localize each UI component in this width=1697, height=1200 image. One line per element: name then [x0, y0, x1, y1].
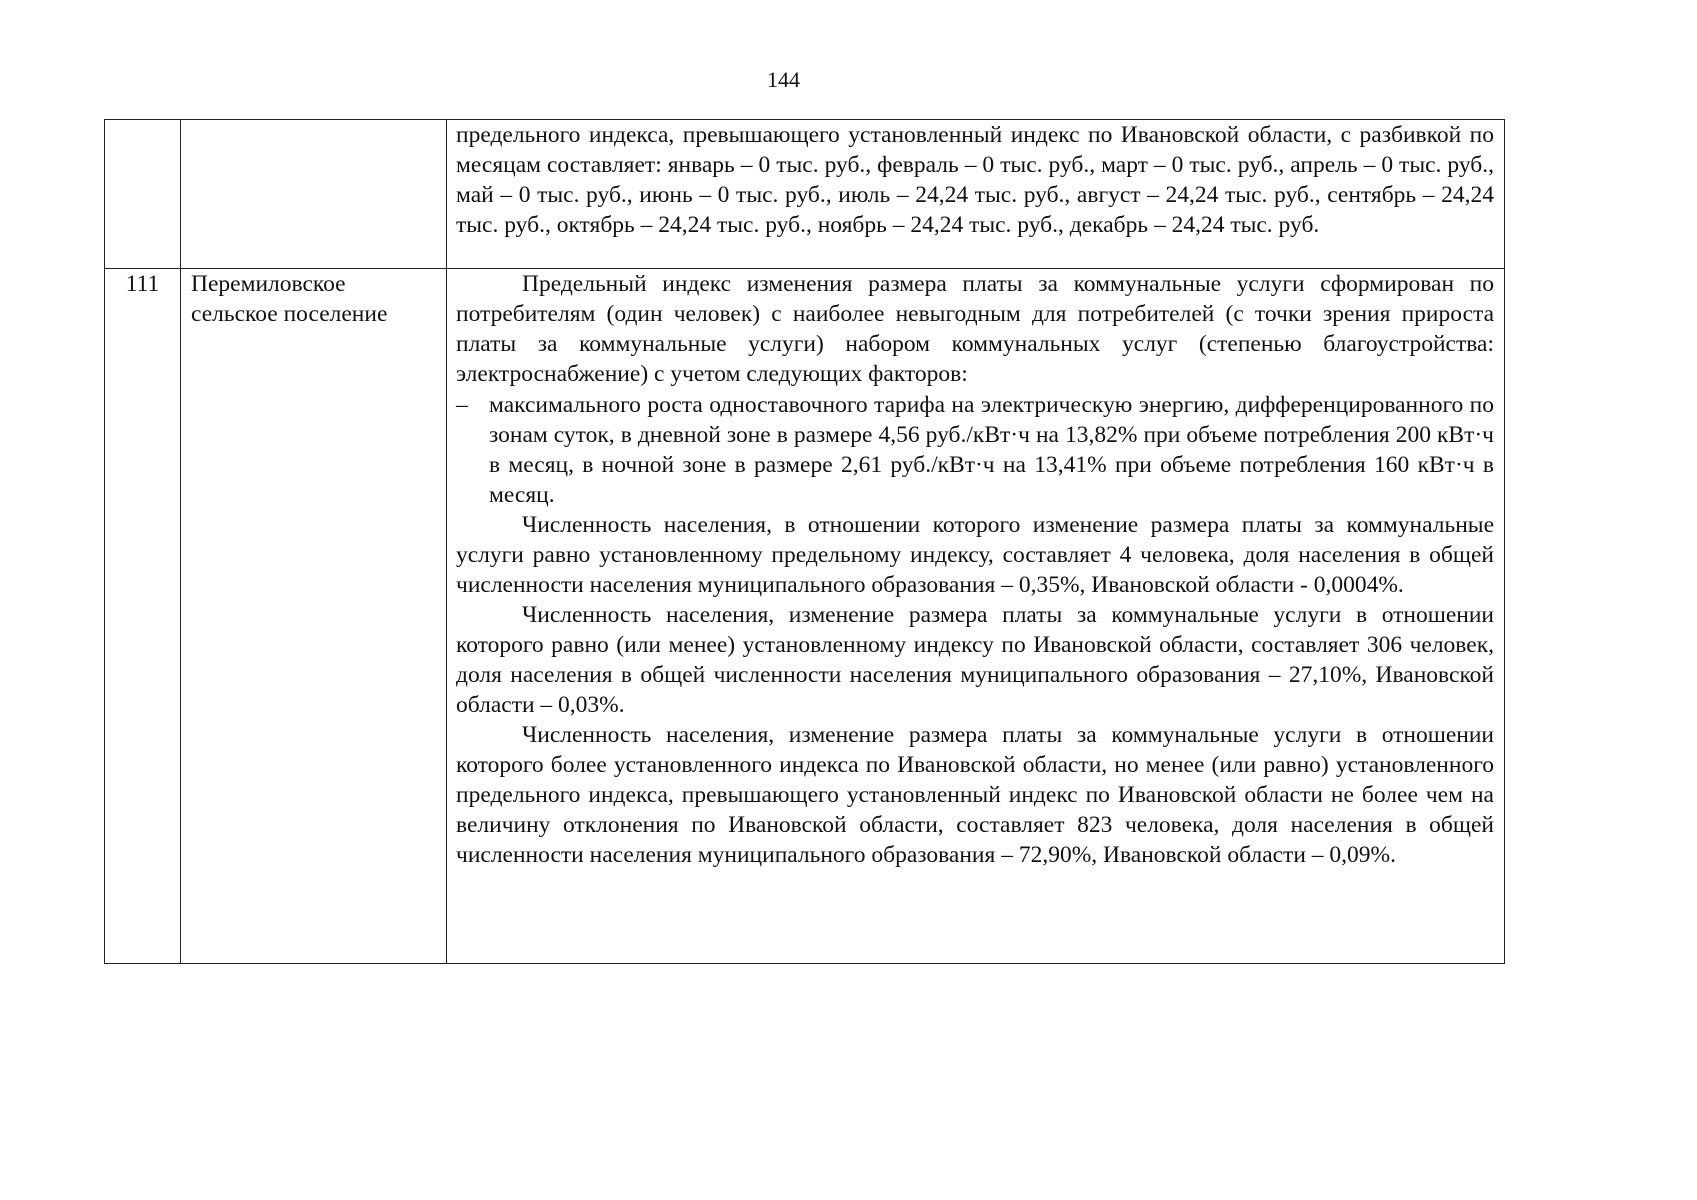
intro-paragraph: Предельный индекс изменения размера платы за коммунальные услуги сформирован по потребителям (один человек) с наиболее невыгодным для потребителей (с точки зрения прироста платы за коммунальные услуги) набором коммунальных услуг (степенью благоустройства: электроснабжение) с учетом следующих факторов:: [456, 271, 1494, 387]
settlement-type-line: сельское поселение: [191, 301, 388, 327]
settlement-name-cell: [181, 269, 447, 964]
settlement-name-line: Перемиловское: [191, 271, 346, 297]
description-cell: [447, 269, 1505, 964]
settlement-name-cell: [181, 120, 447, 269]
page-number: 144: [767, 67, 800, 92]
population-paragraph-2: Численность населения, изменение размера платы за коммунальные услуги в отношении которого равно (или менее) установленному индексу по Ивановской области, составляет 306 человек, доля населения в общей численности населения муниципального образования – 27,10%, Ивановской области – 0,03%.: [456, 602, 1494, 718]
row-number-cell: 111: [105, 269, 181, 964]
factor-bullet-text: максимального роста одноставочного тарифа на электрическую энергию, дифференцированного по зонам суток, в дневной зоне в размере 4,56 руб./кВт·ч на 13,82% при объеме потребления 200 кВт·ч в месяц, в ночной зоне в размере 2,61 руб./кВт·ч на 13,41% при объеме потребления 160 кВт·ч в месяц.: [489, 392, 1494, 508]
table-row: [105, 120, 1505, 269]
continuation-paragraph: предельного индекса, превышающего установленный индекс по Ивановской области, с разбивкой по месяцам составляет: январь – 0 тыс. руб., февраль – 0 тыс. руб., март – 0 тыс. руб., апрель – 0 тыс. руб., май – 0 тыс. руб., июнь – 0 тыс. руб., июль – 24,24 тыс. руб., август – 24,24 тыс. руб., сентябрь – 24,24 тыс. руб., октябрь – 24,24 тыс. руб., ноябрь – 24,24 тыс. руб., декабрь – 24,24 тыс. руб.: [456, 122, 1494, 238]
bullet-dash: –: [456, 392, 468, 418]
factor-bullet: [456, 390, 1494, 510]
municipality-table: [104, 119, 1505, 964]
description-cell: [447, 120, 1505, 269]
row-number-cell: [105, 120, 181, 269]
population-paragraph-1: Численность населения, в отношении которого изменение размера платы за коммунальные услуги равно установленному предельному индексу, составляет 4 человека, доля населения в общей численности населения муниципального образования – 0,35%, Ивановской области - 0,0004%.: [456, 512, 1494, 598]
population-paragraph-3: Численность населения, изменение размера платы за коммунальные услуги в отношении которого более установленного индекса по Ивановской области, но менее (или равно) установленного предельного индекса, превышающего установленный индекс по Ивановской области не более чем на величину отклонения по Ивановской области, составляет 823 человека, доля населения в общей численности населения муниципального образования – 72,90%, Ивановской области – 0,09%.: [456, 722, 1494, 868]
table-row: [105, 269, 1505, 964]
